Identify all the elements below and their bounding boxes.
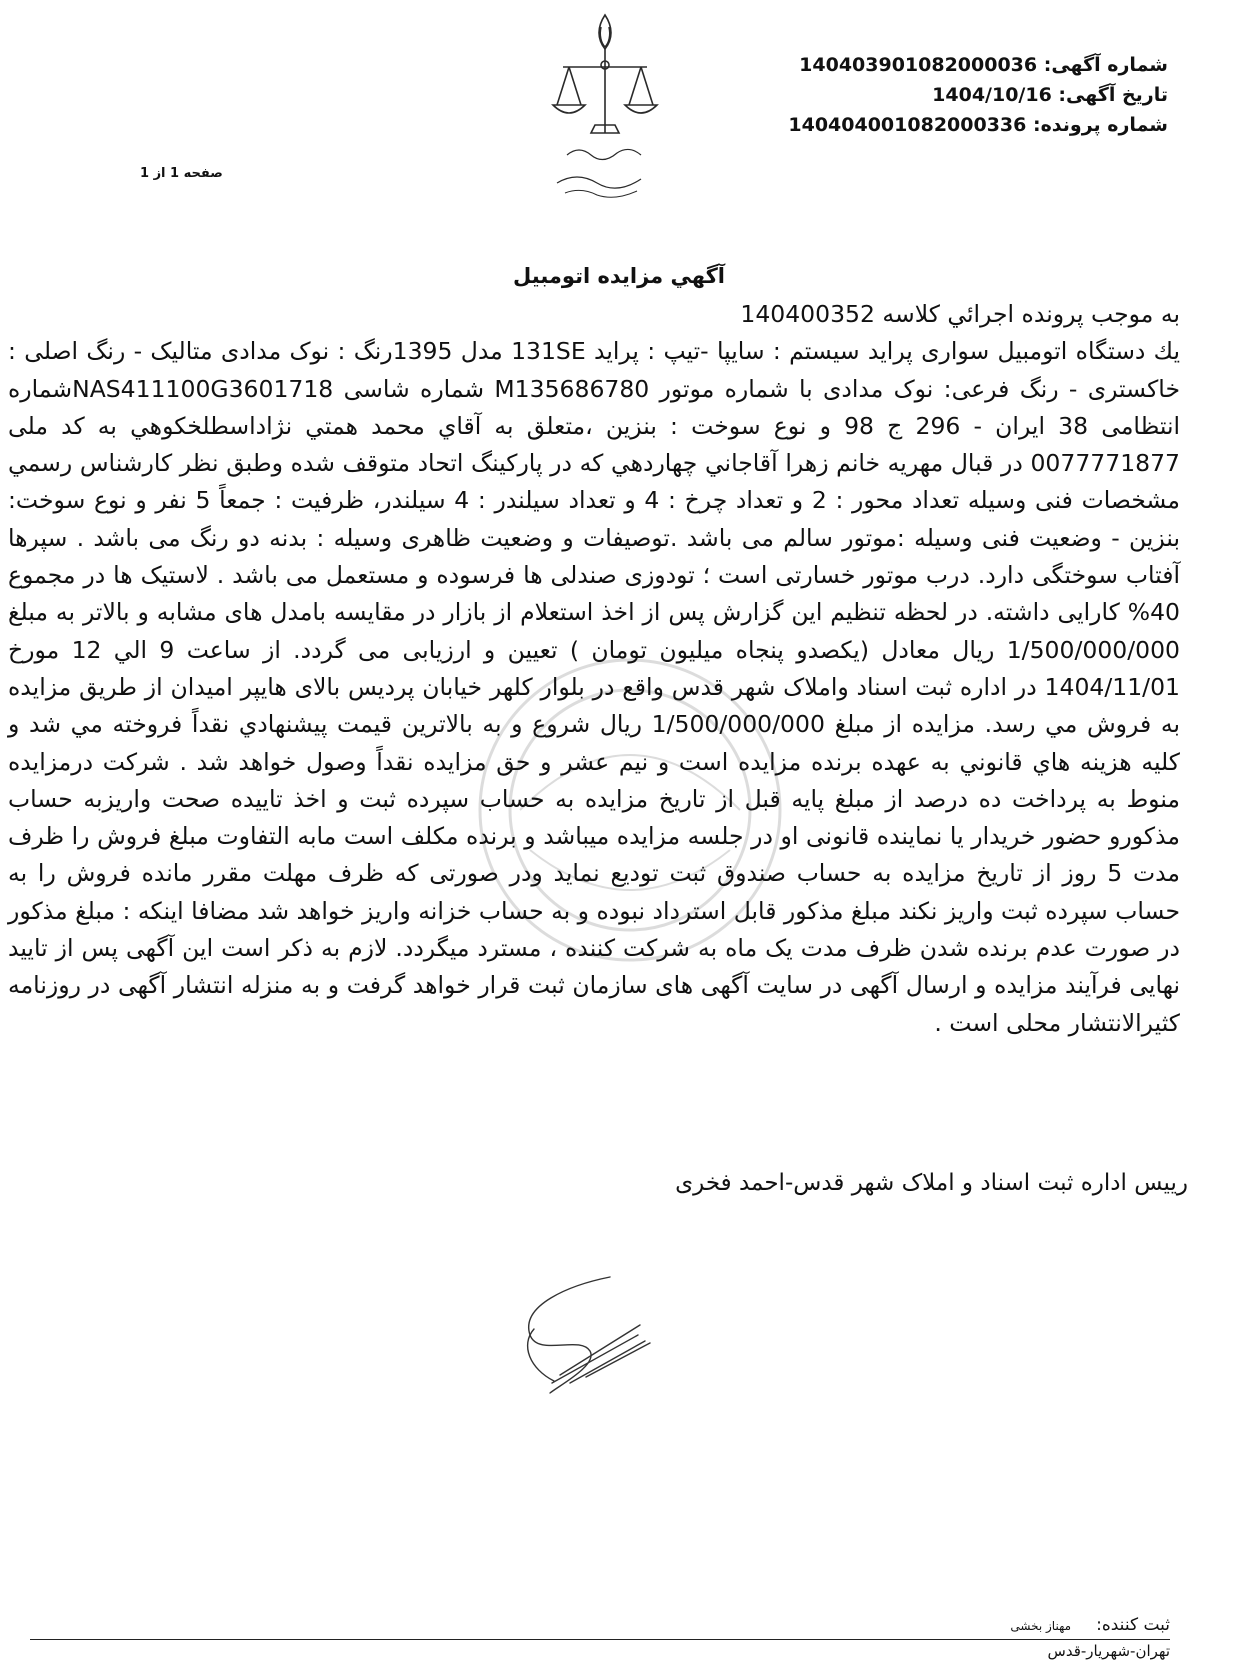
- file-number: شماره پرونده: 140404001082000336: [788, 114, 1168, 136]
- registrar-name: مهناز بخشی: [1010, 1619, 1072, 1633]
- document-title: آگهي مزايده اتومبيل: [513, 264, 725, 288]
- page-number: صفحه 1 از 1: [140, 166, 223, 181]
- registrar-label: ثبت کننده:: [1096, 1615, 1170, 1635]
- registrar-line: [30, 1615, 1170, 1635]
- notice-header: [728, 50, 1168, 140]
- notice-date: تاریخ آگهی: 1404/10/16: [932, 84, 1168, 106]
- footer: [30, 1615, 1170, 1660]
- signatory-title: رییس اداره ثبت اسناد و املاک شهر قدس-احمد فخری: [675, 1170, 1188, 1196]
- handwritten-signature: [490, 1265, 670, 1405]
- judiciary-emblem: [545, 5, 665, 205]
- body-paragraph: به موجب پرونده اجرائي كلاسه 140400352: [740, 300, 1180, 328]
- notice-body: [8, 296, 1180, 1042]
- body-paragraph: يك دستگاه اتومبیل سواری پراید سیستم : سایپا -تیپ : پراید 131SE مدل 1395رنگ : نوک مدادی متالیک - رنگ اصلی : خاکستری - رنگ فرعی: نوک مدادی با شماره موتور M135686780 شماره شاسی NAS411100G3601718شماره انتظامی 38 ایران - 296 ج 98 و نوع سوخت : بنزین ،متعلق به آقاي محمد همتي نژاداسطلخكوهي به كد ملی 0077771877 در قبال مهريه خانم زهرا آقاجاني چهاردهي كه در پاركينگ اتحاد متوقف شده وطبق نظر کارشناس رسمي مشخصات فنی وسیله تعداد محور : 2 و تعداد چرخ : 4 و تعداد سیلندر : 4 سیلندر، ظرفیت : جمعاً 5 نفر و نوع سوخت: بنزین - وضعیت فنی وسیله :موتور سالم می باشد .توصیفات و وضعیت ظاهری وسیله : بدنه دو رنگ می باشد . سپرها آفتاب سوختگی دارد. درب موتور خسارتی است ؛ تودوزی صندلی ها فرسوده و مستعمل می باشد . لاستیک ها در مجموع 40% کارایی داشته. در لحظه تنظیم این گزارش پس از اخذ استعلام از بازار در مقایسه بامدل های مشابه و بالاتر به مبلغ 1/500/000/000 ریال معادل (یکصدو پنجاه میلیون تومان ) تعیین و ارزیابی می گردد. از ساعت 9 الي 12 مورخ 1404/11/01 در اداره ثبت اسناد واملاک شهر قدس واقع در بلوار کلهر خیابان پردیس بالای هایپر امیدان از طريق مزايده به فروش مي رسد. مزايده از مبلغ 1/500/000/000 ريال شروع و به بالاترين قيمت پيشنهادي نقداً فروخته مي شد و كليه هزينه هاي قانوني به عهده برنده مزايده است و نيم عشر و حق مزايده نقداً وصول خواهد شد . شركت درمزايده منوط به پرداخت ده درصد از مبلغ پايه قبل از تاريخ مزايده به حساب سپرده ثبت و اخذ تاییده صحت واريزبه حساب مذكورو حضور خريدار يا نماينده قانونی او در جلسه مزايده ميباشد و برنده مكلف است مابه التفاوت مبلغ فروش را ظرف مدت 5 روز از تاريخ مزايده به حساب صندوق ثبت توديع نمايد ودر صورتی كه ظرف مهلت مقرر مانده فروش را به حساب سپرده ثبت واريز نكند مبلغ مذكور قابل استرداد نبوده و به حساب خزانه واريز خواهد شد مضافا اينكه : مبلغ مذكور در صورت عدم برنده شدن ظرف مدت یک ماه به شرکت کننده ، مسترد میگردد. لازم به ذکر است این آگهی پس از تایید نهایی فرآیند مزایده و ارسال آگهی در سایت آگهی های سازمان ثبت قرار خواهد گرفت و به منزله انتشار آگهی در روزنامه کثیرالانتشار محلی است .: [8, 337, 1181, 1037]
- notice-number: شماره آگهی: 140403901082000036: [799, 54, 1168, 76]
- footer-divider: [30, 1639, 1170, 1640]
- footer-location: تهران-شهریار-قدس: [1047, 1642, 1170, 1660]
